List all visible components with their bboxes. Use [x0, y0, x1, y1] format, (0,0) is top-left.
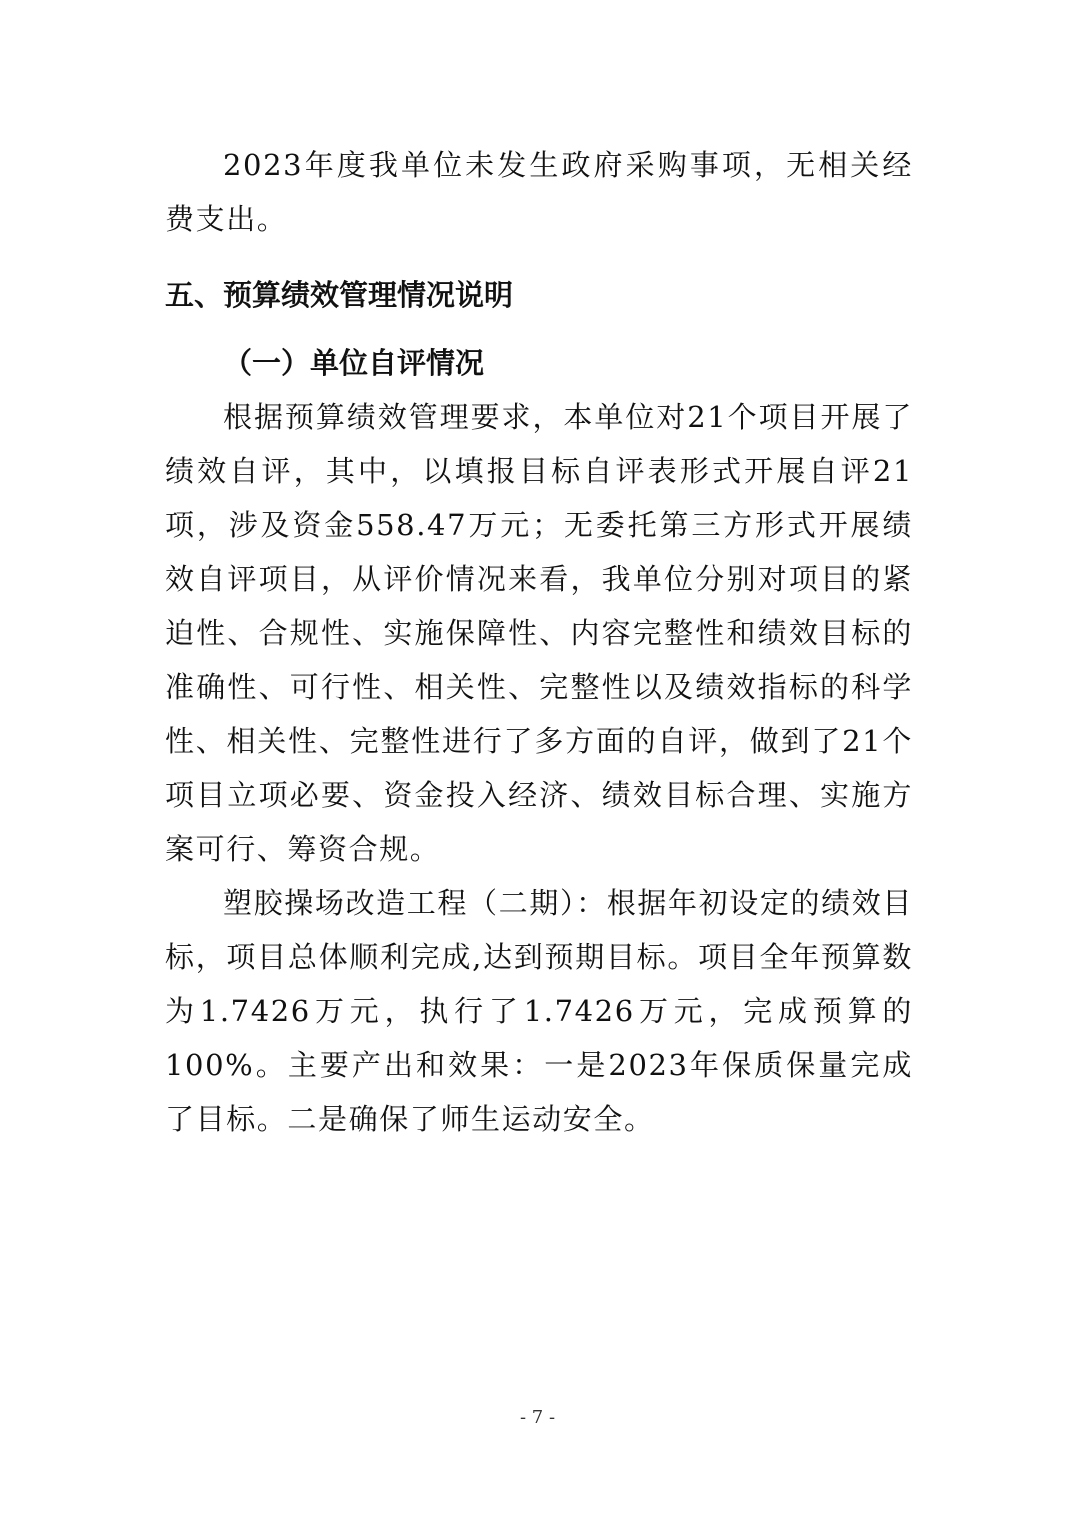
- paragraph-project-result: 塑胶操场改造工程（二期）：根据年初设定的绩效目标，项目总体顺利完成,达到预期目标。项目全年预算数为1.7426万元，执行了1.7426万元，完成预算的100%。主要产出和效果：一是2023年保质保量完成了目标。二是确保了师生运动安全。: [165, 886, 913, 1136]
- paragraph-self-evaluation: 根据预算绩效管理要求，本单位对21个项目开展了绩效自评，其中，以填报目标自评表形式开展自评21项，涉及资金558.47万元；无委托第三方形式开展绩效自评项目，从评价情况来看，我单位分别对项目的紧迫性、合规性、实施保障性、内容完整性和绩效目标的准确性、可行性、相关性、完整性以及绩效指标的科学性、相关性、完整性进行了多方面的自评，做到了21个项目立项必要、资金投入经济、绩效目标合理、实施方案可行、筹资合规。: [165, 400, 913, 866]
- section-heading: 五、预算绩效管理情况说明: [165, 278, 514, 312]
- page-number: - 7 -: [519, 1407, 556, 1428]
- document-body: [165, 138, 913, 1146]
- paragraph-procurement: 2023年度我单位未发生政府采购事项，无相关经费支出。: [165, 148, 913, 236]
- subsection-heading: （一）单位自评情况: [223, 346, 485, 380]
